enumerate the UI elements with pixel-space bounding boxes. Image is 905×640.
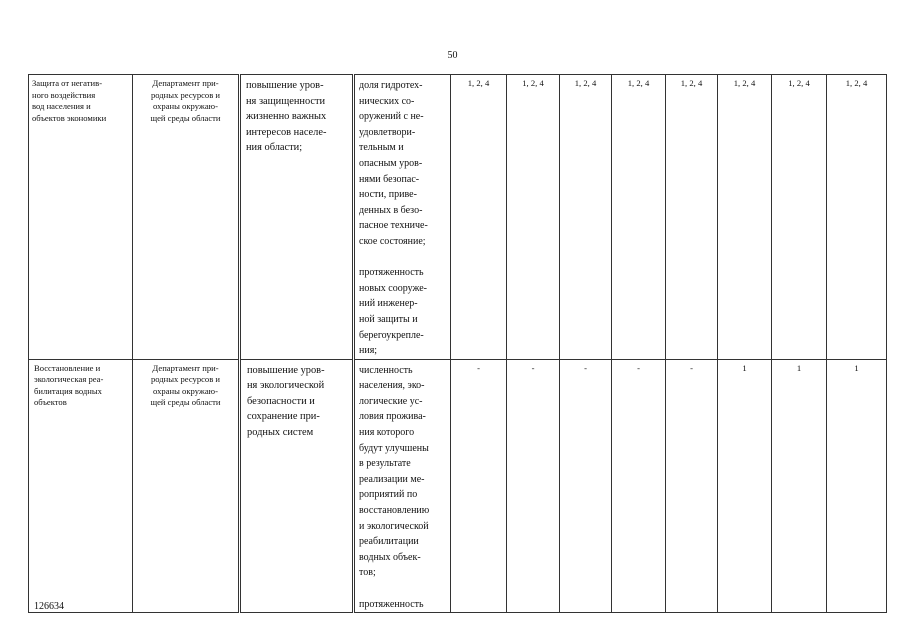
value-text: 1, 2, 4 — [574, 78, 597, 88]
activity-text: Защита от негатив- ного воздействия вод населения и объектов экономики — [32, 78, 107, 123]
indicator-cell — [354, 359, 451, 613]
value-cell — [612, 359, 666, 613]
indicator-text: доля гидротех- нических со- оружений с не- удовлетвори- тельным и опасным уров- нями безопас- ности, приве- денных в безо- пасное техниче- ское состояние; протяженность новых сооруже- ний инженер- ной защиты и берегоукрепле- ния; — [359, 80, 428, 357]
value-cell — [451, 75, 507, 360]
value-text: - — [690, 362, 693, 373]
value-cell — [827, 359, 887, 613]
value-text: 1 — [796, 362, 802, 373]
activity-cell — [29, 359, 133, 613]
activity-text: Восстановление и экологическая реа- билитация водных объектов — [34, 362, 104, 408]
value-text: 1, 2, 4 — [627, 78, 650, 88]
value-text: - — [637, 362, 640, 373]
responsible-cell — [133, 359, 240, 613]
responsible-text: Департамент при- родных ресурсов и охраны окружаю- щей среды области — [150, 362, 221, 408]
value-cell — [507, 75, 560, 360]
value-cell — [612, 75, 666, 360]
value-cell — [560, 75, 612, 360]
table-row — [29, 359, 887, 613]
value-text: 1, 2, 4 — [467, 78, 490, 88]
goal-text: повышение уров- ня экологической безопасности и сохранение при- родных систем — [247, 364, 325, 438]
value-text: - — [477, 362, 480, 373]
value-cell — [560, 359, 612, 613]
goal-cell — [240, 359, 354, 613]
value-text: 1 — [854, 362, 859, 373]
value-text: 1, 2, 4 — [680, 78, 703, 88]
value-cell — [772, 359, 827, 613]
value-cell — [451, 359, 507, 613]
responsible-text: Департамент при- родных ресурсов и охраны окружаю- щей среды области — [150, 78, 221, 123]
value-cell — [827, 75, 887, 360]
value-cell — [718, 359, 772, 613]
page-number: 50 — [447, 50, 458, 61]
value-text: 1 — [742, 362, 747, 373]
value-cell — [666, 75, 718, 360]
footer-document-code: 126634 — [34, 601, 64, 612]
value-text: 1, 2, 4 — [788, 78, 810, 88]
value-text: - — [531, 362, 535, 373]
value-text: 1, 2, 4 — [733, 78, 756, 88]
measures-table — [28, 74, 887, 613]
goal-cell — [240, 75, 354, 360]
indicator-cell — [354, 75, 451, 360]
value-text: 1, 2, 4 — [845, 78, 868, 88]
activity-cell — [29, 75, 133, 360]
value-text: - — [584, 362, 587, 373]
value-text: 1, 2, 4 — [522, 78, 544, 88]
goal-text: повышение уров- ня защищенности жизненно важных интересов населе- ния области; — [246, 80, 327, 153]
indicator-text: численность населения, эко- логические ус- ловия прожива- ния которого будут улучшены в результате реализации ме- роприятий по восстановлению и экологической реабилитации водных объек- тов; протяженность — [359, 364, 430, 610]
table-row — [29, 75, 887, 360]
value-cell — [772, 75, 827, 360]
value-cell — [507, 359, 560, 613]
responsible-cell — [133, 75, 240, 360]
value-cell — [718, 75, 772, 360]
value-cell — [666, 359, 718, 613]
